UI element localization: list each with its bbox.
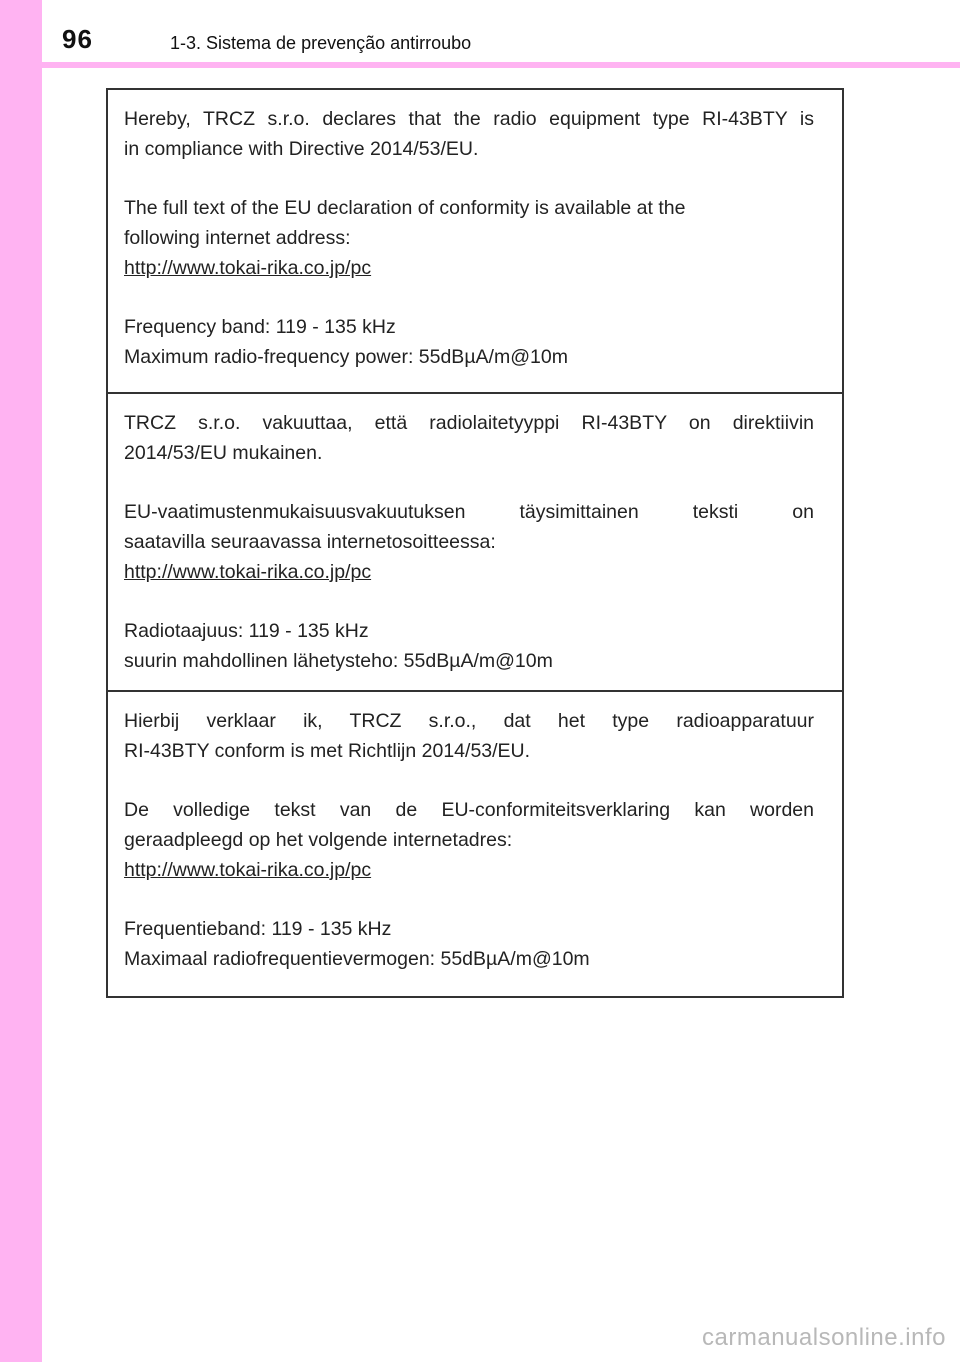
notice-block-english — [108, 90, 842, 392]
notice-line: geraadpleegd op het volgende internetadres: — [124, 829, 513, 851]
notice-line: saatavilla seuraavassa internetosoitteessa: — [124, 531, 496, 553]
declaration-url-link[interactable]: http://www.tokai-rika.co.jp/pc — [124, 257, 372, 279]
notice-line: De volledige tekst van de EU-conformiteitsverklaring kan worden — [124, 799, 814, 821]
radio-power-text: suurin mahdollinen lähetysteho: 55dBµA/m@10m — [124, 650, 553, 672]
notice-line: RI-43BTY conform is met Richtlijn 2014/53/EU. — [124, 740, 531, 762]
header-divider — [0, 62, 960, 68]
notice-block-finnish — [108, 392, 842, 690]
frequency-band-text: Frequency band: 119 - 135 kHz — [124, 316, 396, 338]
notice-block-dutch — [108, 690, 842, 996]
radio-power-text: Maximaal radiofrequentievermogen: 55dBµA/m@10m — [124, 948, 590, 970]
section-title: 1-3. Sistema de prevenção antirroubo — [170, 33, 472, 53]
notice-line: EU-vaatimustenmukaisuusvakuutuksen täysimittainen teksti on — [124, 501, 814, 523]
notice-line: The full text of the EU declaration of conformity is available at the — [124, 197, 686, 219]
declaration-url-link[interactable]: http://www.tokai-rika.co.jp/pc — [124, 859, 372, 881]
notice-line: following internet address: — [124, 227, 351, 249]
notice-line: 2014/53/EU mukainen. — [124, 442, 323, 464]
notice-line: in compliance with Directive 2014/53/EU. — [124, 138, 479, 160]
conformity-notice-box — [106, 88, 844, 998]
declaration-url-link[interactable]: http://www.tokai-rika.co.jp/pc — [124, 561, 372, 583]
side-color-band — [0, 0, 42, 1362]
notice-line: TRCZ s.r.o. vakuuttaa, että radiolaitetyyppi RI-43BTY on direktiivin — [124, 412, 814, 434]
frequency-band-text: Radiotaajuus: 119 - 135 kHz — [124, 620, 369, 642]
radio-power-text: Maximum radio-frequency power: 55dBµA/m@10m — [124, 346, 568, 368]
notice-line: Hereby, TRCZ s.r.o. declares that the radio equipment type RI-43BTY is — [124, 108, 814, 130]
page-number: 96 — [62, 24, 93, 54]
site-watermark: carmanualsonline.info — [702, 1324, 946, 1351]
notice-line: Hierbij verklaar ik, TRCZ s.r.o., dat het type radioapparatuur — [124, 710, 814, 732]
frequency-band-text: Frequentieband: 119 - 135 kHz — [124, 918, 392, 940]
